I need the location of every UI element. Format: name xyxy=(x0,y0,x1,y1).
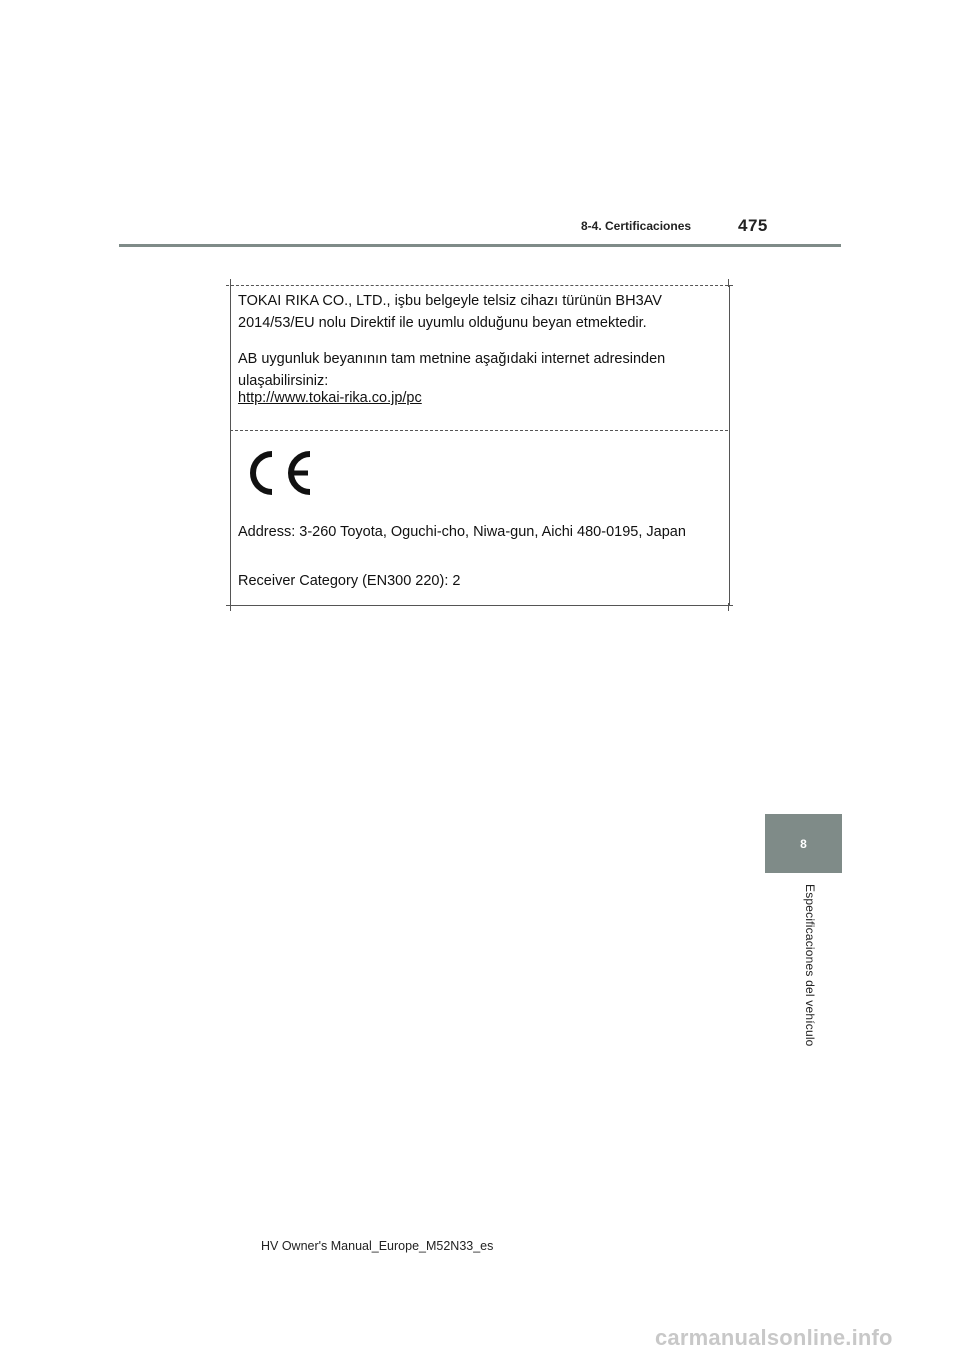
address-text: Address: 3-260 Toyota, Oguchi-cho, Niwa-gun, Aichi 480-0195, Japan xyxy=(238,524,686,540)
certificate-bottom-border xyxy=(226,605,733,606)
receiver-category-text: Receiver Category (EN300 220): 2 xyxy=(238,573,461,589)
availability-text: AB uygunluk beyanının tam metnine aşağıdaki internet adresinden ulaşabilirsiniz: xyxy=(238,351,666,389)
corner-tick xyxy=(728,279,729,287)
watermark: carmanualsonline.info xyxy=(655,1325,893,1350)
certificate-divider xyxy=(230,430,728,431)
corner-tick xyxy=(728,603,729,611)
chapter-label: Especificaciones del vehículo xyxy=(803,884,817,1047)
corner-tick xyxy=(230,279,231,287)
declaration-url[interactable]: http://www.tokai-rika.co.jp/pc xyxy=(238,390,422,406)
header-rule xyxy=(119,244,841,247)
chapter-tab[interactable] xyxy=(765,814,842,873)
certificate-top-border xyxy=(226,285,733,286)
footer-manual-name: HV Owner's Manual_Europe_M52N33_es xyxy=(261,1239,494,1253)
chapter-number: 8 xyxy=(800,836,807,851)
declaration-text: TOKAI RIKA CO., LTD., işbu belgeyle telsiz cihazı türünün BH3AV 2014/53/EU nolu Direktif ile uyumlu olduğunu beyan etmektedir. xyxy=(238,293,662,331)
ce-mark-icon xyxy=(244,448,314,498)
corner-tick xyxy=(230,603,231,611)
page-number: 475 xyxy=(738,216,768,235)
section-title: 8-4. Certificaciones xyxy=(581,219,692,233)
